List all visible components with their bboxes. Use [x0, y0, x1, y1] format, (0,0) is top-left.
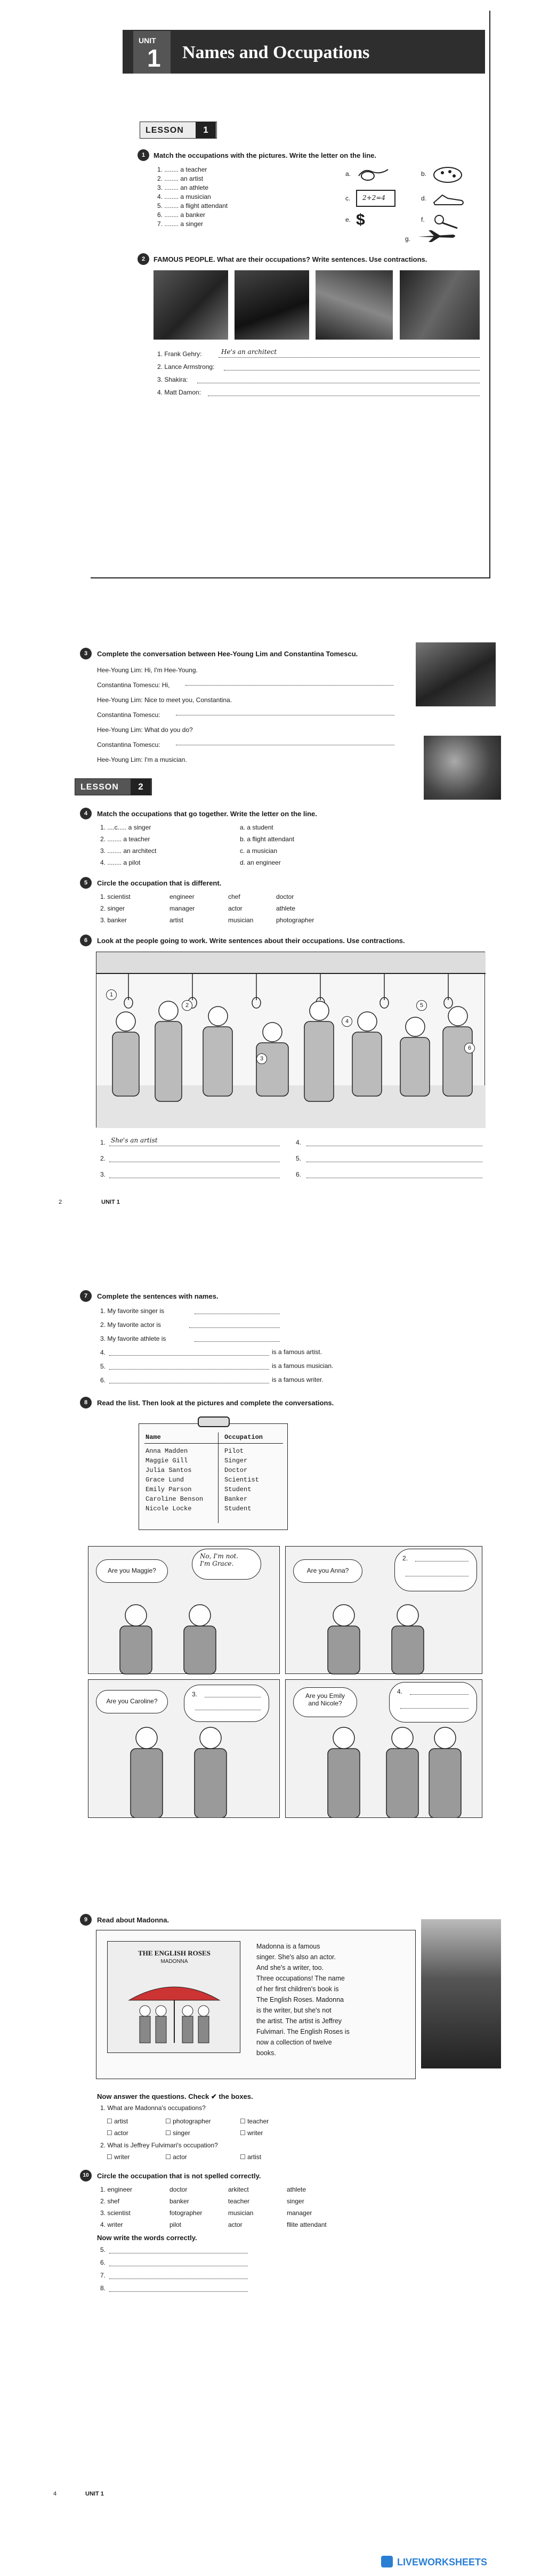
- ex4-right-d: d. an engineer: [240, 859, 281, 866]
- ex5-r2-c2[interactable]: manager: [169, 905, 195, 912]
- bubble-a2[interactable]: 2.: [394, 1549, 477, 1591]
- ex5-r3-c1[interactable]: 3. banker: [100, 916, 127, 924]
- ex1-list: [157, 165, 280, 229]
- ex7-item-4: 4.: [100, 1349, 106, 1356]
- ex1-item-5[interactable]: 5. ........ a flight attendant: [157, 202, 228, 210]
- page-2-number: 2: [59, 1199, 62, 1205]
- ex10-line-8[interactable]: [109, 2291, 248, 2292]
- ex2-item-1: 1. Frank Gehry:: [157, 350, 202, 358]
- ex7-item-5: 5.: [100, 1363, 106, 1370]
- ex5-r1-c1[interactable]: 1. scientist: [100, 893, 131, 900]
- page-4: [48, 1898, 501, 2516]
- option2-writer[interactable]: ☐ writer: [107, 2153, 130, 2161]
- ex3-line-5: Hee-Young Lim: What do you do?: [97, 726, 193, 734]
- ex1-instruction: Match the occupations with the pictures. Write the letter on the line.: [154, 151, 376, 159]
- ex4-left-4[interactable]: 4. ........ a pilot: [100, 859, 141, 866]
- pic-letter-g: g.: [405, 235, 411, 243]
- ex9-q2: 2. What is Jeffrey Fulvimari's occupation?: [100, 2142, 218, 2149]
- photo-hee-young: [424, 736, 501, 800]
- sneaker-icon: [432, 191, 466, 207]
- ex7-list: [100, 1304, 367, 1387]
- ex10-r2-c4[interactable]: singer: [287, 2197, 304, 2205]
- ex3-line-1: Hee-Young Lim: Hi, I'm Hee-Young.: [97, 666, 198, 674]
- ex1-item-2[interactable]: 2. ........ an artist: [157, 175, 204, 182]
- ex10-r1-c1[interactable]: 1. engineer: [100, 2186, 133, 2193]
- reading-text: Madonna is a famous singer. She's also an actor. And she's a writer, too. Three occupations! The name of her first children's book is The English Roses. Madonna is the writer, but she's not the artist. The artist is Jeffrey Fulvimari. The English Roses is now a collection of twelve books.: [256, 1943, 350, 2057]
- ex7-blank-5[interactable]: [109, 1369, 269, 1370]
- ex10-r2-c3[interactable]: teacher: [228, 2197, 250, 2205]
- reading-box: [96, 1930, 416, 2079]
- ex8-number: 8: [80, 1397, 92, 1408]
- list-occupations: Pilot Singer Doctor Scientist Student Banker Student: [224, 1447, 259, 1512]
- ex5-r1-c4[interactable]: doctor: [276, 893, 294, 900]
- ex3-number: 3: [80, 648, 92, 659]
- ex10-r4-c1[interactable]: 4. writer: [100, 2221, 123, 2228]
- ex2-line-2[interactable]: [224, 370, 480, 371]
- ex10-r1-c4[interactable]: athlete: [287, 2186, 306, 2193]
- ex4-left: [100, 822, 239, 868]
- ex10-instruction: Circle the occupation that is not spelled correctly.: [97, 2172, 261, 2180]
- ex1-item-4[interactable]: 4. ........ a musician: [157, 193, 211, 200]
- ex5-r3-c3[interactable]: musician: [228, 916, 254, 924]
- ex10-r4-c2[interactable]: pilot: [169, 2221, 182, 2228]
- scene-number-5: 5: [416, 1000, 427, 1011]
- ex5-r2-c4[interactable]: athlete: [276, 905, 296, 912]
- book-title: THE ENGLISH ROSES: [138, 1949, 211, 1957]
- ex10-r4-c4[interactable]: fllite attendant: [287, 2221, 327, 2228]
- ex10-r4-c3[interactable]: actor: [228, 2221, 243, 2228]
- ex7-number: 7: [80, 1290, 92, 1302]
- ex5-number: 5: [80, 877, 92, 889]
- ex6-item-4: 4.: [296, 1139, 302, 1146]
- photo-shakira: [316, 270, 393, 340]
- ex2-line-1[interactable]: [219, 357, 480, 358]
- option2-actor[interactable]: ☐ actor: [165, 2153, 187, 2161]
- ex2-item-2: 2. Lance Armstrong:: [157, 363, 215, 371]
- ex5-grid: [100, 891, 377, 926]
- ex7-ending-5: is a famous musician.: [272, 1362, 334, 1370]
- ex9-answer-instruction: Now answer the questions. Check ✔ the boxes.: [97, 2092, 253, 2100]
- bubble-a1: No, I'm not. I'm Grace.: [192, 1549, 261, 1580]
- ex4-left-3[interactable]: 3. ........ an architect: [100, 847, 157, 855]
- name-occupation-list: [139, 1423, 288, 1530]
- lesson-2-label: LESSON 2: [75, 778, 152, 795]
- list-names: Anna Madden Maggie Gill Julia Santos Grace Lund Emily Parson Caroline Benson Nicole Locke: [146, 1447, 204, 1512]
- ex5-r1-c2[interactable]: engineer: [169, 893, 195, 900]
- scene-number-3: 3: [256, 1053, 267, 1064]
- ex1-item-7[interactable]: 7. ........ a singer: [157, 220, 204, 228]
- microphone-icon: [432, 212, 464, 230]
- scene-number-2: 2: [182, 1000, 192, 1011]
- ex4-number: 4: [80, 808, 92, 819]
- lesson-1-label: LESSON 1: [140, 122, 217, 139]
- unit-number: 1: [147, 44, 161, 72]
- ex10-write-7: 7.: [100, 2272, 106, 2279]
- scene-number-4: 4: [342, 1016, 352, 1027]
- liveworksheets-name: LIVEWORKSHEETS: [397, 2557, 488, 2567]
- ex1-number: 1: [138, 149, 149, 161]
- ex7-item-3: 3. My favorite athlete is: [100, 1335, 166, 1342]
- option-singer[interactable]: ☐ singer: [165, 2129, 190, 2137]
- ex6-item-1: 1.: [100, 1139, 106, 1146]
- ex6-item-2: 2.: [100, 1155, 106, 1162]
- pic-letter-f: f.: [421, 216, 425, 223]
- ex3-line-2: Constantina Tomescu: Hi,: [97, 681, 170, 689]
- ex10-r3-c4[interactable]: manager: [287, 2209, 312, 2217]
- ex10-r3-c3[interactable]: musician: [228, 2209, 254, 2217]
- ex1-item-3[interactable]: 3. ........ an athlete: [157, 184, 209, 191]
- ex4-right-b: b. a flight attendant: [240, 835, 295, 843]
- ex4-right: [240, 822, 378, 868]
- list-header-occupation: Occupation: [224, 1434, 263, 1441]
- ex5-r2-c1[interactable]: 2. singer: [100, 905, 125, 912]
- photo-constantina: [416, 642, 496, 706]
- page-4-number: 4: [53, 2491, 57, 2497]
- list-header-name: Name: [146, 1434, 161, 1441]
- ex7-blank-4[interactable]: [109, 1355, 269, 1356]
- ex4-right-c: c. a musician: [240, 847, 278, 855]
- liveworksheets-icon: [381, 2556, 393, 2567]
- book-cover: [107, 1941, 240, 2053]
- pic-letter-a: a.: [345, 170, 351, 178]
- bubble-q3: Are you Caroline?: [96, 1690, 168, 1713]
- ex10-write-instruction: Now write the words correctly.: [97, 2234, 197, 2242]
- ex10-write-5: 5.: [100, 2246, 106, 2253]
- scene-number-1: 1: [106, 989, 117, 1000]
- ex3-blank-1[interactable]: [185, 685, 393, 686]
- ex2-number: 2: [138, 253, 149, 265]
- ex2-item-4: 4. Matt Damon:: [157, 389, 201, 396]
- photo-matt-damon: [400, 270, 480, 340]
- unit-label: UNIT: [139, 36, 156, 45]
- ex10-grid: [100, 2184, 399, 2231]
- ex6-instruction: Look at the people going to work. Write sentences about their occupations. Use contractions.: [97, 937, 405, 945]
- pic-letter-e: e.: [345, 216, 351, 223]
- ex6-number: 6: [80, 935, 92, 946]
- ex10-r2-c2[interactable]: banker: [169, 2197, 189, 2205]
- photo-frank-gehry: [154, 270, 228, 340]
- ex7-blank-3[interactable]: [195, 1341, 280, 1342]
- option2-artist[interactable]: ☐ artist: [240, 2153, 262, 2161]
- ex9-number: 9: [80, 1914, 92, 1926]
- ex5-r3-c2[interactable]: artist: [169, 916, 184, 924]
- ex10-r2-c1[interactable]: 2. shef: [100, 2197, 120, 2205]
- ex4-left-1[interactable]: 1. ....c..... a singer: [100, 824, 151, 831]
- option-actor[interactable]: ☐ actor: [107, 2129, 128, 2137]
- ex9-instruction: Read about Madonna.: [97, 1916, 169, 1924]
- ex3-line-6: Constantina Tomescu:: [97, 741, 160, 748]
- ex5-r2-c3[interactable]: actor: [228, 905, 243, 912]
- ex2-answer-1[interactable]: He's an architect: [221, 348, 277, 356]
- blackboard-icon: 2+2=4: [356, 190, 395, 207]
- option-photographer[interactable]: ☐ photographer: [165, 2118, 211, 2125]
- ex3-instruction: Complete the conversation between Hee-Young Lim and Constantina Tomescu.: [97, 650, 358, 658]
- ex6-item-3: 3.: [100, 1171, 106, 1178]
- ex7-ending-6: is a famous writer.: [272, 1376, 324, 1383]
- ex7-item-1: 1. My favorite singer is: [100, 1307, 165, 1315]
- ex10-write-8: 8.: [100, 2284, 106, 2292]
- bubble-a4[interactable]: 4.: [389, 1682, 477, 1722]
- bubble-q4: Are you Emily and Nicole?: [293, 1687, 357, 1717]
- ex2-instruction: FAMOUS PEOPLE. What are their occupations? Write sentences. Use contractions.: [154, 255, 427, 263]
- ex1-item-6[interactable]: 6. ........ a banker: [157, 211, 206, 219]
- bubble-q1: Are you Maggie?: [96, 1559, 168, 1583]
- ex1-item-1[interactable]: 1. ........ a teacher: [157, 166, 207, 173]
- page-2-unit: UNIT 1: [101, 1199, 120, 1205]
- option-teacher[interactable]: ☐ teacher: [240, 2118, 269, 2125]
- ex9-q1: 1. What are Madonna's occupations?: [100, 2104, 206, 2112]
- ex9-q1-options: [107, 2115, 298, 2139]
- ex5-r3-c4[interactable]: photographer: [276, 916, 314, 924]
- ex3-line-7: Hee-Young Lim: I'm a musician.: [97, 756, 187, 763]
- option-artist[interactable]: ☐ artist: [107, 2118, 128, 2125]
- ex7-instruction: Complete the sentences with names.: [97, 1292, 219, 1300]
- ex5-r1-c3[interactable]: chef: [228, 893, 240, 900]
- book-cover-illustration: [124, 1974, 225, 2048]
- bubble-a3[interactable]: 3.: [184, 1685, 269, 1722]
- pic-letter-d: d.: [421, 195, 427, 202]
- unit-header: [123, 30, 485, 74]
- book-author: MADONNA: [160, 1959, 188, 1965]
- ex4-instruction: Match the occupations that go together. Write the letter on the line.: [97, 810, 317, 818]
- ex7-item-6: 6.: [100, 1376, 106, 1384]
- clipboard-clip-icon: [198, 1416, 230, 1427]
- ex7-item-2: 2. My favorite actor is: [100, 1321, 161, 1329]
- ex3-line-3: Hee-Young Lim: Nice to meet you, Constantina.: [97, 696, 232, 704]
- ex5-instruction: Circle the occupation that is different.: [97, 879, 222, 887]
- ex4-right-a: a. a student: [240, 824, 273, 831]
- ex10-r1-c3[interactable]: arkitect: [228, 2186, 249, 2193]
- ex10-write-6: 6.: [100, 2259, 106, 2266]
- ex7-ending-4: is a famous artist.: [272, 1348, 322, 1356]
- palette-icon: [432, 165, 464, 184]
- ex4-left-2[interactable]: 2. ........ a teacher: [100, 835, 150, 843]
- page-4-unit: UNIT 1: [85, 2491, 104, 2497]
- ex6-item-5: 5.: [296, 1155, 302, 1162]
- page-3: [48, 1274, 501, 1887]
- ex6-answer-1[interactable]: She's an artist: [111, 1137, 158, 1144]
- photo-madonna: [421, 1919, 501, 2068]
- ex6-item-6: 6.: [296, 1171, 302, 1178]
- page-1: [91, 11, 490, 578]
- photo-lance-armstrong: [235, 270, 309, 340]
- ex10-r1-c2[interactable]: doctor: [169, 2186, 188, 2193]
- ex2-item-3: 3. Shakira:: [157, 376, 188, 383]
- pic-letter-c: c.: [345, 195, 351, 202]
- ex7-blank-2[interactable]: [189, 1327, 280, 1328]
- violin-icon: [356, 165, 393, 183]
- bubble-q2: Are you Anna?: [293, 1559, 362, 1583]
- ex10-r3-c2[interactable]: fotographer: [169, 2209, 203, 2217]
- ex8-instruction: Read the list. Then look at the pictures and complete the conversations.: [97, 1399, 334, 1407]
- dollar-icon: $: [356, 211, 365, 229]
- ex10-r3-c1[interactable]: 3. scientist: [100, 2209, 131, 2217]
- airplane-icon: [416, 229, 458, 243]
- train-illustration: [96, 952, 485, 1128]
- ex3-line-4: Constantina Tomescu:: [97, 711, 160, 719]
- unit-badge: [133, 31, 171, 74]
- liveworksheets-brand[interactable]: [381, 2554, 525, 2570]
- option-writer[interactable]: ☐ writer: [240, 2129, 263, 2137]
- ex10-number: 10: [80, 2170, 92, 2181]
- unit-title: Names and Occupations: [182, 43, 370, 62]
- pic-letter-b: b.: [421, 170, 427, 178]
- ex9-q2-options: [107, 2153, 298, 2162]
- page-2: [48, 626, 501, 1266]
- scene-number-6: 6: [464, 1043, 475, 1053]
